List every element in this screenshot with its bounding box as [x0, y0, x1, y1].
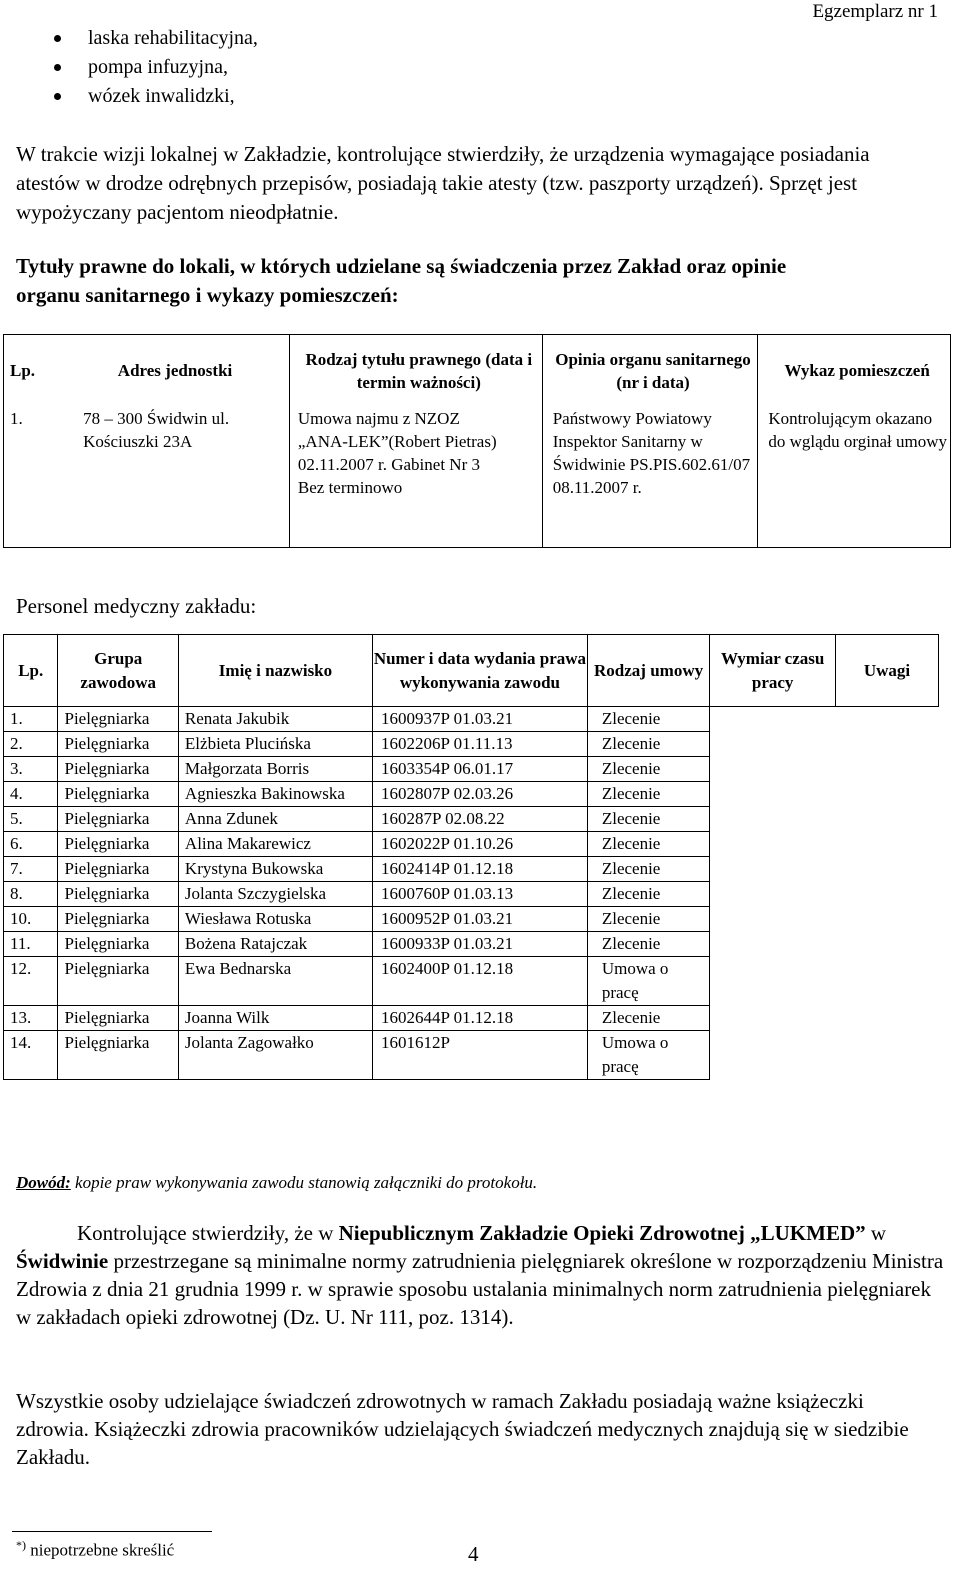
cell-name: Elżbieta Plucińska [178, 732, 372, 757]
cell-license: 1600952P 01.03.21 [373, 907, 588, 932]
header-name: Imię i nazwisko [178, 635, 372, 707]
cell-lp: 13. [4, 1006, 58, 1031]
row-lp: 1. [4, 407, 56, 548]
cell-license: 1602206P 01.11.13 [373, 732, 588, 757]
cell-lp: 3. [4, 757, 58, 782]
cell-lp: 4. [4, 782, 58, 807]
cell-group: Pielęgniarka [58, 832, 178, 857]
cell-name: Ewa Bednarska [178, 957, 372, 1006]
cell-lp: 11. [4, 932, 58, 957]
list-item: pompa infuzyjna, [0, 53, 400, 82]
cell-contract: Zlecenie [587, 757, 709, 782]
row-title-type: Umowa najmu z NZOZ „ANA-LEK”(Robert Pietras) 02.11.2007 r. Gabinet Nr 3 Bez terminowo [289, 407, 542, 548]
cell-contract: Zlecenie [587, 857, 709, 882]
cell-lp: 5. [4, 807, 58, 832]
cell-lp: 1. [4, 707, 58, 732]
bullet-icon [54, 35, 61, 42]
list-item: wózek inwalidzki, [0, 82, 400, 111]
header-notes: Uwagi [836, 635, 939, 707]
cell-group: Pielęgniarka [58, 882, 178, 907]
titles-heading: Tytuły prawne do lokali, w których udzielane są świadczenia przez Zakład oraz opinie organu sanitarnego i wykazy pomieszczeń: [16, 254, 787, 307]
bullet-icon [54, 93, 61, 100]
header-address: Adres jednostki [55, 335, 289, 407]
health-books-paragraph: Wszystkie osoby udzielające świadczeń zdrowotnych w ramach Zakładu posiadają ważne książeczki zdrowia. Książeczki zdrowia pracowników udzielających świadczeń medycznych znajdują się w siedzibie Zakładu. [16, 1389, 909, 1469]
cell-contract: Zlecenie [587, 832, 709, 857]
cell-name: Bożena Ratajczak [178, 932, 372, 957]
header-lp: Lp. [4, 335, 56, 407]
cell-contract: Zlecenie [587, 932, 709, 957]
page-number: 4 [468, 1542, 479, 1566]
equipment-list [0, 24, 400, 111]
cell-license: 1602414P 01.12.18 [373, 857, 588, 882]
evidence-note [16, 1171, 537, 1195]
header-contract: Rodzaj umowy [587, 635, 709, 707]
row-sanitary: Państwowy Powiatowy Inspektor Sanitarny w Świdwinie PS.PIS.602.61/07 08.11.2007 r. [542, 407, 758, 548]
cell-license: 1600933P 01.03.21 [373, 932, 588, 957]
header-title-type: Rodzaj tytułu prawnego (data i termin ważności) [289, 335, 542, 407]
cell-name: Renata Jakubik [178, 707, 372, 732]
cell-group: Pielęgniarka [58, 707, 178, 732]
inspection-paragraph: W trakcie wizji lokalnej w Zakładzie, kontrolujące stwierdziły, że urządzenia wymagające posiadania atestów w drodze odrębnych przepisów, posiadają takie atesty (tzw. paszporty urządzeń). Sprzęt jest wypożyczany pacjentom nieodpłatnie. [16, 142, 870, 224]
cell-contract: Zlecenie [587, 707, 709, 732]
cell-group: Pielęgniarka [58, 857, 178, 882]
cell-group: Pielęgniarka [58, 807, 178, 832]
footnote-mark: *) [16, 1538, 26, 1552]
cell-contract: Zlecenie [587, 882, 709, 907]
cell-license: 1600937P 01.03.21 [373, 707, 588, 732]
cell-lp: 14. [4, 1031, 58, 1080]
cell-contract: Zlecenie [587, 732, 709, 757]
header-hours: Wymiar czasu pracy [710, 635, 836, 707]
cell-contract: Zlecenie [587, 1006, 709, 1031]
cell-license: 1602400P 01.12.18 [373, 957, 588, 1006]
header-group: Grupa zawodowa [58, 635, 178, 707]
list-item: laska rehabilitacyjna, [0, 24, 400, 53]
cell-group: Pielęgniarka [58, 907, 178, 932]
evidence-text: kopie praw wykonywania zawodu stanowią załączniki do protokołu. [70, 1173, 538, 1192]
cell-license: 1602022P 01.10.26 [373, 832, 588, 857]
bullet-icon [54, 64, 61, 71]
cell-license: 1600760P 01.03.13 [373, 882, 588, 907]
cell-name: Jolanta Szczygielska [178, 882, 372, 907]
cell-contract: Zlecenie [587, 782, 709, 807]
cell-group: Pielęgniarka [58, 782, 178, 807]
norms-paragraph: Kontrolujące stwierdziły, że w Niepublicznym Zakładzie Opieki Zdrowotnej „LUKMED” w Świdwinie przestrzegane są minimalne normy zatrudnienia pielęgniarek określone w rozporządzeniu Ministra Zdrowia z dnia 21 grudnia 1999 r. w sprawie sposobu ustalania minimalnych norm zatrudnienia pielęgniarek w zakładach opieki zdrowotnej (Dz. U. Nr 111, poz. 1314). [16, 1221, 944, 1329]
cell-contract: Umowa o pracę [587, 957, 709, 1006]
cell-contract: Zlecenie [587, 807, 709, 832]
header-sanitary: Opinia organu sanitarnego (nr i data) [542, 335, 758, 407]
cell-group: Pielęgniarka [58, 732, 178, 757]
row-rooms: Kontrolującym okazano do wglądu orginał umowy [758, 407, 951, 548]
header-rooms: Wykaz pomieszczeń [758, 335, 951, 407]
cell-name: Anna Zdunek [178, 807, 372, 832]
staff-heading: Personel medyczny zakładu: [16, 594, 257, 618]
staff-rows [4, 707, 939, 1080]
cell-license: 160287P 02.08.22 [373, 807, 588, 832]
cell-name: Alina Makarewicz [178, 832, 372, 857]
cell-contract: Zlecenie [587, 907, 709, 932]
table-row [4, 707, 939, 732]
row-address: 78 – 300 Świdwin ul. Kościuszki 23A [55, 407, 289, 548]
cell-lp: 10. [4, 907, 58, 932]
header-license: Numer i data wydania prawa wykonywania zawodu [373, 635, 588, 707]
cell-group: Pielęgniarka [58, 1031, 178, 1080]
cell-hours [710, 707, 836, 1080]
cell-contract: Umowa o pracę [587, 1031, 709, 1080]
cell-group: Pielęgniarka [58, 957, 178, 1006]
evidence-label: Dowód: [16, 1173, 71, 1192]
cell-lp: 2. [4, 732, 58, 757]
footnote-text: niepotrzebne skreślić [26, 1540, 175, 1560]
copy-number-label: Egzemplarz nr 1 [812, 1, 938, 22]
cell-license: 1602644P 01.12.18 [373, 1006, 588, 1031]
cell-name: Jolanta Zagowałko [178, 1031, 372, 1080]
footnote [16, 1533, 174, 1563]
cell-lp: 8. [4, 882, 58, 907]
cell-name: Joanna Wilk [178, 1006, 372, 1031]
cell-name: Krystyna Bukowska [178, 857, 372, 882]
cell-name: Małgorzata Borris [178, 757, 372, 782]
staff-table [3, 634, 939, 1080]
cell-license: 1602807P 02.03.26 [373, 782, 588, 807]
cell-license: 1603354P 06.01.17 [373, 757, 588, 782]
cell-notes [836, 707, 939, 1080]
cell-name: Agnieszka Bakinowska [178, 782, 372, 807]
footnote-divider [12, 1531, 212, 1532]
cell-group: Pielęgniarka [58, 757, 178, 782]
header-lp: Lp. [4, 635, 58, 707]
cell-license: 1601612P [373, 1031, 588, 1080]
cell-group: Pielęgniarka [58, 932, 178, 957]
cell-lp: 7. [4, 857, 58, 882]
cell-group: Pielęgniarka [58, 1006, 178, 1031]
cell-lp: 12. [4, 957, 58, 1006]
cell-name: Wiesława Rotuska [178, 907, 372, 932]
cell-lp: 6. [4, 832, 58, 857]
titles-table [3, 334, 951, 548]
